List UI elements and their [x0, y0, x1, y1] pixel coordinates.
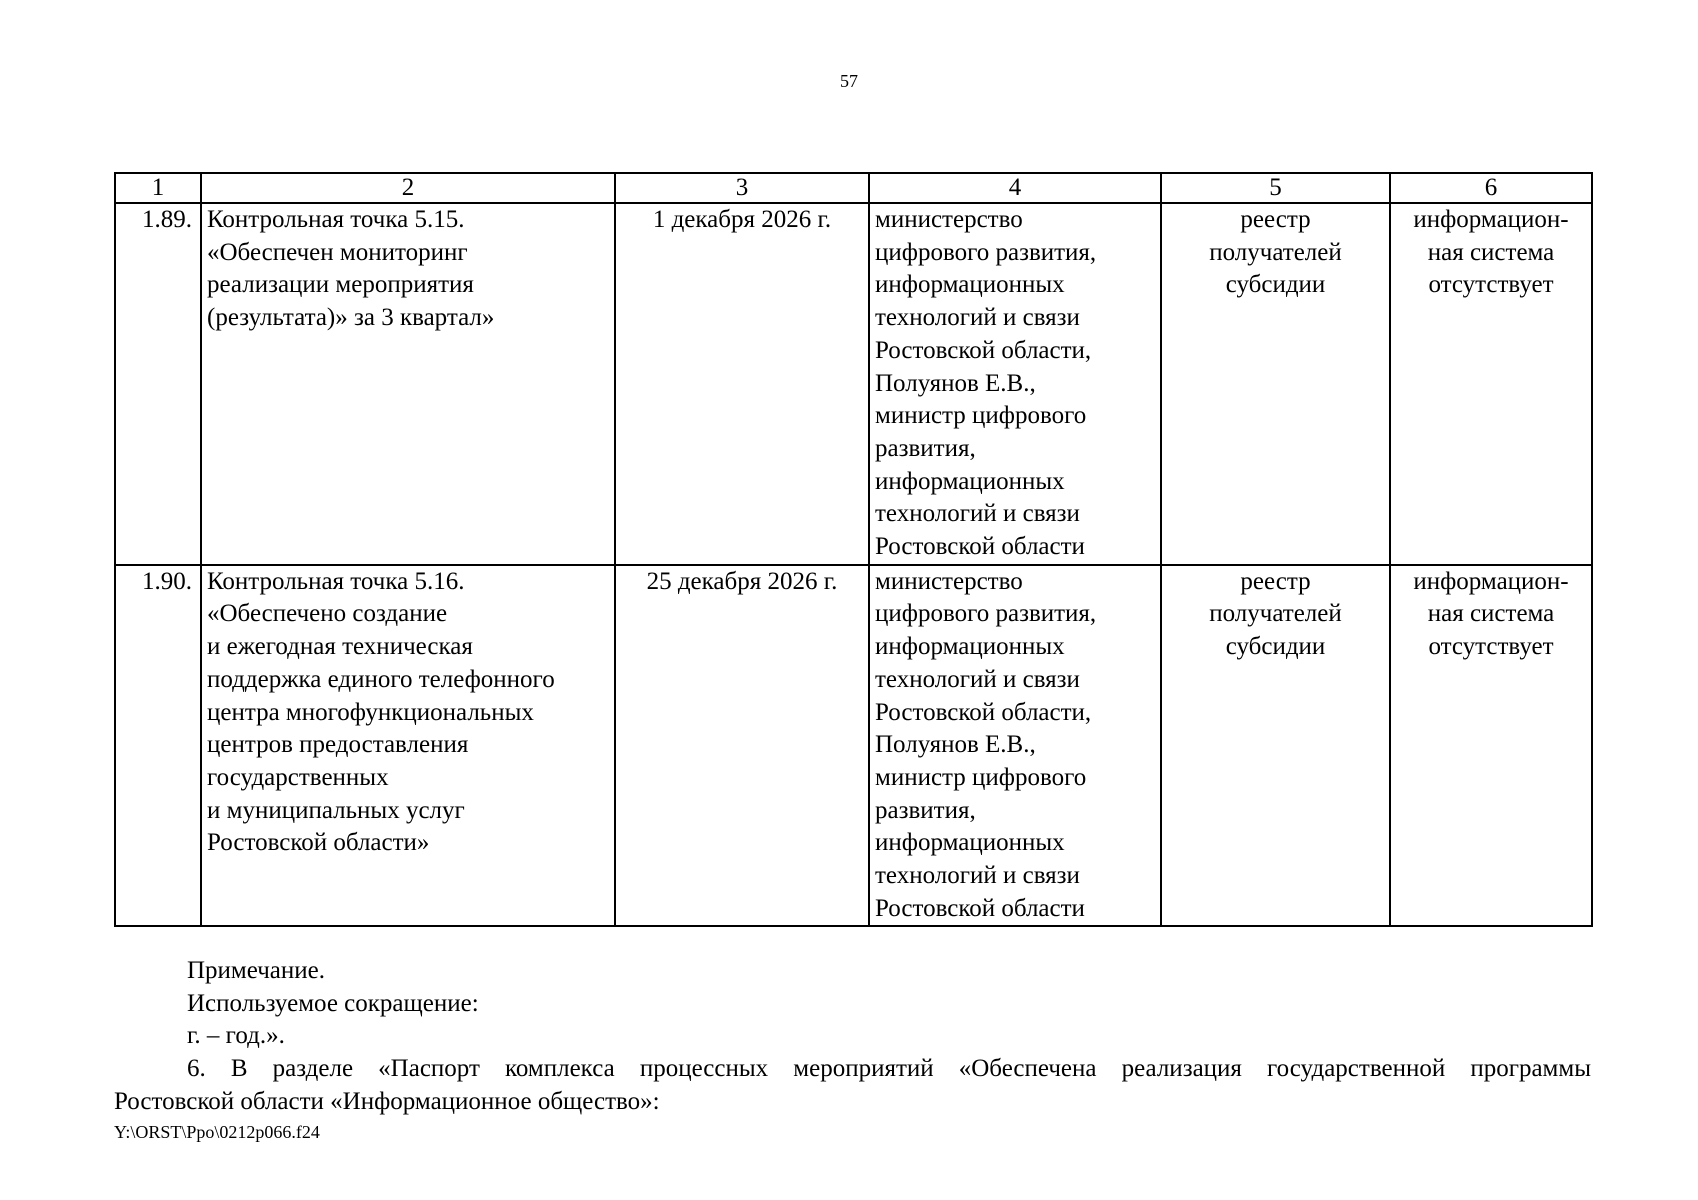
- control-points-table: [114, 172, 1593, 927]
- header-col-5: 5: [1161, 173, 1390, 203]
- responsible-line: министерство: [875, 567, 1023, 595]
- control-point-name-line: «Обеспечен мониторинг: [207, 238, 468, 266]
- deadline-date-cell: 1 декабря 2026 г.: [615, 203, 869, 565]
- paragraph-line-1: 6. В разделе «Паспорт комплекса процессных мероприятий «Обеспечена реализация государственной программы: [187, 1055, 1591, 1083]
- page-number: 57: [840, 71, 858, 91]
- responsible-line: министр цифрового: [875, 402, 1087, 430]
- document-type-cell: [1161, 565, 1390, 927]
- note-title: Примечание.: [187, 957, 326, 984]
- header-col-3: 3: [615, 173, 869, 203]
- responsible-line: технологий и связи: [875, 304, 1080, 332]
- control-point-name-line: реализации мероприятия: [207, 271, 474, 299]
- responsible-line: Ростовской области,: [875, 336, 1092, 364]
- responsible-line: развития,: [875, 796, 976, 824]
- document-type-line: субсидии: [1225, 271, 1326, 299]
- control-point-name-line: поддержка единого телефонного: [207, 665, 555, 693]
- abbreviation-title: Используемое сокращение:: [187, 989, 479, 1017]
- header-col-4: 4: [869, 173, 1161, 203]
- table-row: [115, 565, 1592, 927]
- responsible-line: цифрового развития,: [875, 238, 1097, 266]
- abbreviation-line: г. – год.».: [187, 1022, 285, 1050]
- control-point-name-cell: [201, 565, 615, 927]
- table-row: [115, 203, 1592, 565]
- notes-block: [114, 955, 1591, 1119]
- header-col-6: 6: [1390, 173, 1592, 203]
- information-system-cell: [1390, 203, 1592, 565]
- control-point-name-line: центра многофункциональных: [207, 698, 534, 726]
- control-point-name-line: и муниципальных услуг: [207, 796, 465, 824]
- file-path-footer: Y:\ORST\Ppo\0212p066.f24: [114, 1122, 320, 1142]
- document-type-cell: [1161, 203, 1390, 565]
- information-system-line: ная система: [1427, 600, 1555, 628]
- document-type-line: реестр: [1240, 206, 1311, 233]
- control-point-name-line: Контрольная точка 5.15.: [207, 206, 465, 233]
- responsible-line: министерство: [875, 206, 1023, 233]
- responsible-line: министр цифрового: [875, 763, 1087, 791]
- information-system-line: отсутствует: [1428, 633, 1554, 661]
- paragraph-line-2: Ростовской области «Информационное общество»:: [114, 1087, 660, 1115]
- document-type-line: субсидии: [1225, 633, 1326, 661]
- responsible-line: цифрового развития,: [875, 600, 1097, 628]
- row-number-cell: 1.90.: [115, 565, 201, 927]
- responsible-line: Ростовской области,: [875, 698, 1092, 726]
- responsible-line: Полуянов Е.В.,: [875, 731, 1036, 759]
- responsible-line: информационных: [875, 271, 1065, 299]
- control-point-name-line: Контрольная точка 5.16.: [207, 567, 465, 595]
- responsible-line: технологий и связи: [875, 862, 1080, 890]
- control-point-name-cell: [201, 203, 615, 565]
- document-type-line: реестр: [1240, 567, 1311, 595]
- responsible-line: информационных: [875, 633, 1065, 661]
- responsible-cell: [869, 565, 1161, 927]
- responsible-line: развития,: [875, 434, 976, 462]
- responsible-line: информационных: [875, 829, 1065, 857]
- information-system-line: информацион-: [1413, 567, 1569, 595]
- control-point-name-line: центров предоставления: [207, 731, 469, 759]
- document-type-line: получателей: [1209, 238, 1342, 266]
- information-system-line: информацион-: [1413, 206, 1569, 233]
- control-point-name-line: Ростовской области»: [207, 829, 430, 857]
- responsible-line: информационных: [875, 467, 1065, 495]
- responsible-line: Ростовской области: [875, 533, 1085, 561]
- responsible-line: Ростовской области: [875, 894, 1085, 922]
- control-point-name-line: государственных: [207, 763, 389, 791]
- header-col-2: 2: [201, 173, 615, 203]
- responsible-line: Полуянов Е.В.,: [875, 369, 1036, 397]
- row-number-cell: 1.89.: [115, 203, 201, 565]
- responsible-cell: [869, 203, 1161, 565]
- document-type-line: получателей: [1209, 600, 1342, 628]
- responsible-line: технологий и связи: [875, 665, 1080, 693]
- control-point-name-line: и ежегодная техническая: [207, 633, 473, 661]
- deadline-date-cell: 25 декабря 2026 г.: [615, 565, 869, 927]
- information-system-line: отсутствует: [1428, 271, 1554, 299]
- header-col-1: 1: [115, 173, 201, 203]
- control-point-name-line: «Обеспечено создание: [207, 600, 448, 628]
- responsible-line: технологий и связи: [875, 500, 1080, 528]
- control-point-name-line: (результата)» за 3 квартал»: [207, 304, 495, 332]
- information-system-cell: [1390, 565, 1592, 927]
- table-header-row: [115, 173, 1592, 203]
- information-system-line: ная система: [1427, 238, 1555, 266]
